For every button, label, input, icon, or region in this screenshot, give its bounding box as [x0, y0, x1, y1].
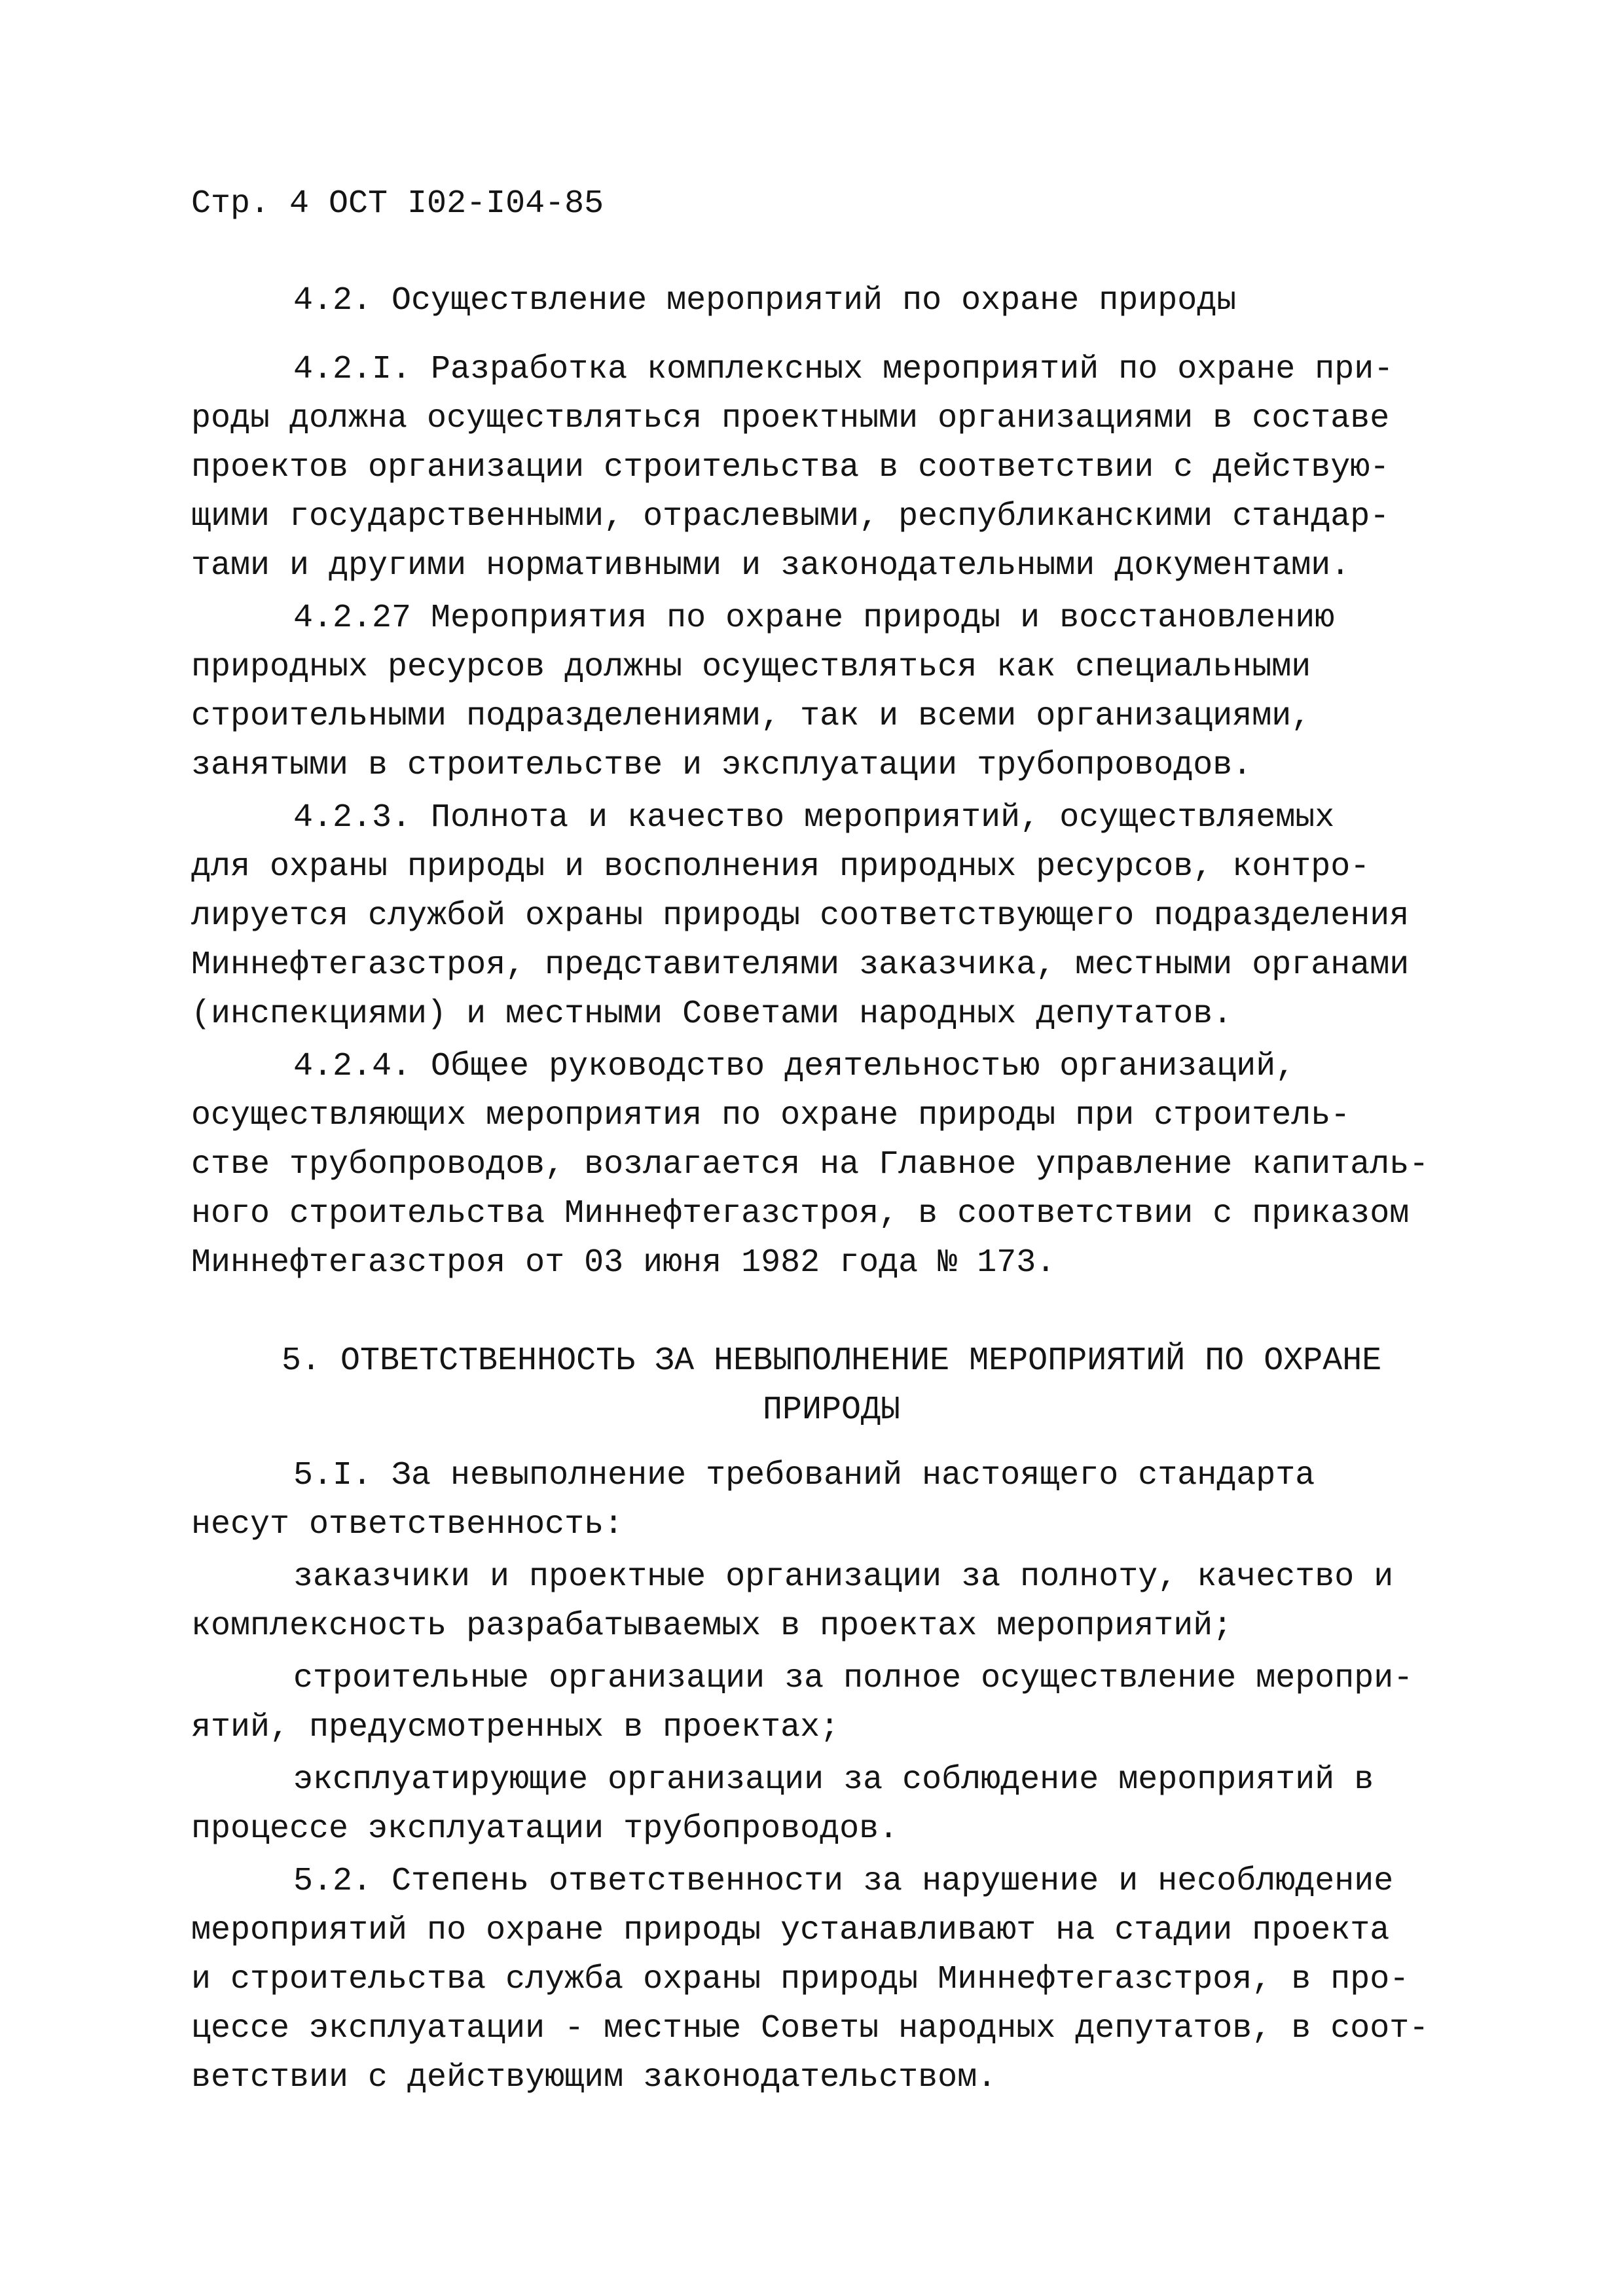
para-5-1-line-1: 5.I. За невыполнение требований настоящего стандарта — [293, 1457, 1315, 1494]
para-4-2-1-line-1: 4.2.I. Разработка комплексных мероприятий по охране при- — [293, 351, 1394, 388]
list-item-builders-line-2: ятий, предусмотренных в проектах; — [191, 1709, 840, 1746]
section-4-2-title: 4.2. Осуществление мероприятий по охране природы — [293, 282, 1237, 319]
para-5-2-line-3: и строительства служба охраны природы Миннефтегазстроя, в про- — [191, 1961, 1410, 1998]
para-4-2-1-line-3: проектов организации строительства в соответствии с действую- — [191, 449, 1390, 486]
page-header: Стр. 4 ОСТ I02-I04-85 — [191, 185, 604, 223]
para-4-2-1-line-4: щими государственными, отраслевыми, республиканскими стандар- — [191, 498, 1390, 535]
para-4-2-3-line-4: Миннефтегазстроя, представителями заказчика, местными органами — [191, 946, 1410, 984]
para-4-2-2-line-3: строительными подразделениями, так и всеми организациями, — [191, 698, 1311, 735]
para-4-2-2-line-1: 4.2.27 Мероприятия по охране природы и восстановлению — [293, 600, 1335, 637]
list-item-customers-line-2: комплексность разрабатываемых в проектах мероприятий; — [191, 1607, 1233, 1645]
section-5-title-line-2: ПРИРОДЫ — [763, 1391, 901, 1429]
para-4-2-2-line-4: занятыми в строительстве и эксплуатации трубопроводов. — [191, 747, 1252, 784]
para-4-2-4-line-4: ного строительства Миннефтегазстроя, в соответствии с приказом — [191, 1195, 1410, 1232]
para-5-2-line-4: цессе эксплуатации - местные Советы народных депутатов, в соот- — [191, 2010, 1429, 2047]
para-5-1-line-2: несут ответственность: — [191, 1506, 624, 1543]
para-5-2-line-1: 5.2. Степень ответственности за нарушение и несоблюдение — [293, 1863, 1394, 1900]
section-5-title-line-1: 5. ОТВЕТСТВЕННОСТЬ ЗА НЕВЫПОЛНЕНИЕ МЕРОПРИЯТИЙ ПО ОХРАНЕ — [282, 1342, 1382, 1380]
para-4-2-1-line-2: роды должна осуществляться проектными организациями в составе — [191, 400, 1390, 437]
para-4-2-4-line-2: осуществляющих мероприятия по охране природы при строитель- — [191, 1097, 1351, 1134]
para-4-2-3-line-2: для охраны природы и восполнения природных ресурсов, контро- — [191, 848, 1370, 886]
list-item-operators-line-1: эксплуатирующие организации за соблюдение мероприятий в — [293, 1761, 1374, 1799]
para-4-2-3-line-3: лируется службой охраны природы соответствующего подразделения — [191, 897, 1410, 935]
list-item-builders-line-1: строительные организации за полное осуществление меропри- — [293, 1660, 1413, 1697]
para-4-2-4-line-3: стве трубопроводов, возлагается на Главное управление капиталь- — [191, 1146, 1429, 1183]
para-4-2-3-line-1: 4.2.3. Полнота и качество мероприятий, осуществляемых — [293, 799, 1335, 836]
list-item-operators-line-2: процессе эксплуатации трубопроводов. — [191, 1810, 899, 1848]
para-4-2-4-line-5: Миннефтегазстроя от 03 июня 1982 года № 173. — [191, 1244, 1056, 1282]
para-4-2-2-line-2: природных ресурсов должны осуществляться как специальными — [191, 649, 1311, 686]
para-5-2-line-2: мероприятий по охране природы устанавливают на стадии проекта — [191, 1912, 1390, 1949]
para-4-2-4-line-1: 4.2.4. Общее руководство деятельностью организаций, — [293, 1048, 1296, 1085]
para-4-2-3-line-5: (инспекциями) и местными Советами народных депутатов. — [191, 996, 1233, 1033]
list-item-customers-line-1: заказчики и проектные организации за полноту, качество и — [293, 1558, 1394, 1596]
para-5-2-line-5: ветствии с действующим законодательством. — [191, 2059, 997, 2096]
para-4-2-1-line-5: тами и другими нормативными и законодательными документами. — [191, 547, 1351, 584]
